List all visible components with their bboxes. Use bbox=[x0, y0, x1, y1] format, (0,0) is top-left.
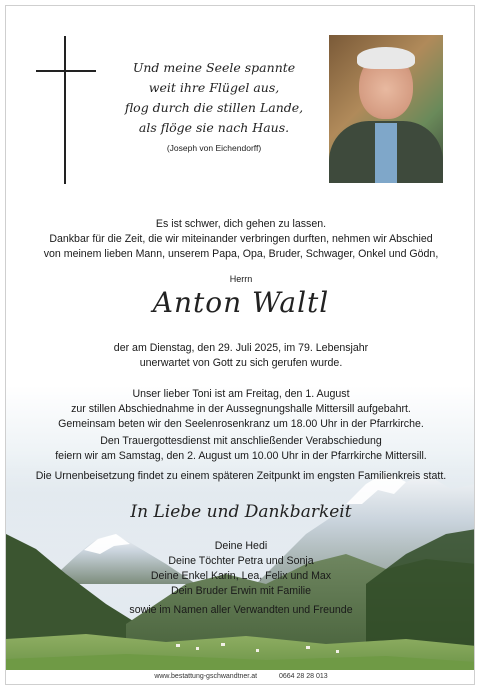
viewing-line: Unser lieber Toni ist am Freitag, den 1. August bbox=[132, 388, 350, 400]
death-notice bbox=[6, 341, 475, 371]
cross-icon bbox=[36, 36, 96, 184]
viewing-line: Gemeinsam beten wir den Seelenrosenkranz um 18.00 Uhr in der Pfarrkirche. bbox=[58, 418, 424, 430]
poem-line: flog durch die stillen Lande, bbox=[124, 100, 304, 115]
intro-line: Dankbar für die Zeit, die wir miteinander verbringen durften, nehmen wir Abschied bbox=[49, 233, 433, 245]
death-line: der am Dienstag, den 29. Juli 2025, im 79. Lebensjahr bbox=[113, 342, 369, 354]
poem-line: Und meine Seele spannte bbox=[132, 60, 296, 75]
family-member: Deine Töchter Petra und Sonja bbox=[168, 555, 314, 567]
intro-line: Es ist schwer, dich gehen zu lassen. bbox=[155, 218, 327, 230]
footer-website[interactable]: www.bestattung-gschwandtner.at bbox=[154, 673, 258, 680]
closing-phrase: In Liebe und Dankbarkeit bbox=[130, 502, 352, 522]
portrait-photo bbox=[329, 35, 443, 183]
poem-line: weit ihre Flügel aus, bbox=[148, 80, 280, 95]
intro-text bbox=[6, 217, 475, 262]
deceased-name: Anton Waltl bbox=[152, 286, 330, 319]
family-closing: sowie im Namen aller Verwandten und Freunde bbox=[129, 604, 353, 616]
parte-card bbox=[5, 5, 475, 685]
service-line: Den Trauergottesdienst mit anschließender Verabschiedung bbox=[100, 435, 382, 447]
intro-line: von meinem lieben Mann, unserem Papa, Opa, Bruder, Schwager, Onkel und Gödn, bbox=[43, 248, 439, 260]
viewing-line: zur stillen Abschiednahme in der Aussegnungshalle Mittersill aufgebahrt. bbox=[71, 403, 411, 415]
family-member: Dein Bruder Erwin mit Familie bbox=[170, 585, 312, 597]
urn-burial-info: Die Urnenbeisetzung findet zu einem späteren Zeitpunkt im engsten Familienkreis statt. bbox=[35, 470, 447, 482]
service-line: feiern wir am Samstag, den 2. August um 10.00 Uhr in der Pfarrkirche Mittersill. bbox=[55, 450, 427, 462]
family-member: Deine Hedi bbox=[214, 540, 268, 552]
funeral-service-info bbox=[6, 434, 475, 464]
family-list bbox=[6, 539, 475, 618]
poem-line: als flöge sie nach Haus. bbox=[138, 120, 290, 135]
footer-phone: 0664 28 28 013 bbox=[279, 673, 328, 680]
salutation: Herrn bbox=[229, 274, 253, 284]
family-member: Deine Enkel Karin, Lea, Felix und Max bbox=[150, 570, 332, 582]
poem bbox=[116, 58, 312, 154]
footer bbox=[6, 670, 475, 684]
death-line: unerwartet von Gott zu sich gerufen wurde. bbox=[139, 357, 343, 369]
viewing-info bbox=[6, 387, 475, 432]
poem-author: (Joseph von Eichendorff) bbox=[166, 143, 262, 153]
